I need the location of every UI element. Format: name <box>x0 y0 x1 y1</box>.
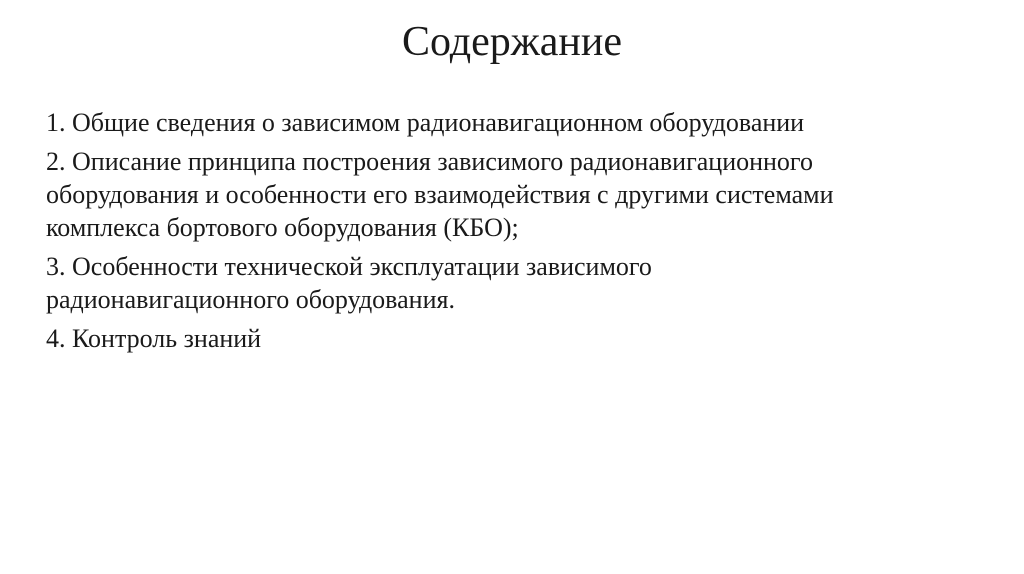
contents-item-4 <box>46 322 986 355</box>
contents-item-line: 1. Общие сведения о зависимом радионавигационном оборудовании <box>46 108 805 137</box>
contents-item-line: оборудования и особенности его взаимодействия с другими системами <box>46 180 834 209</box>
contents-list <box>46 106 986 361</box>
contents-item-line: 4. Контроль знаний <box>46 324 262 353</box>
slide-title: Содержание <box>401 19 623 65</box>
contents-item-line: комплекса бортового оборудования (КБО); <box>46 213 519 242</box>
contents-item-2 <box>46 145 986 244</box>
contents-item-line: радионавигационного оборудования. <box>46 285 455 314</box>
contents-item-line: 2. Описание принципа построения зависимого радионавигационного <box>46 147 813 176</box>
contents-item-3 <box>46 250 986 316</box>
contents-item-line: 3. Особенности технической эксплуатации зависимого <box>46 252 652 281</box>
contents-item-1 <box>46 106 986 139</box>
